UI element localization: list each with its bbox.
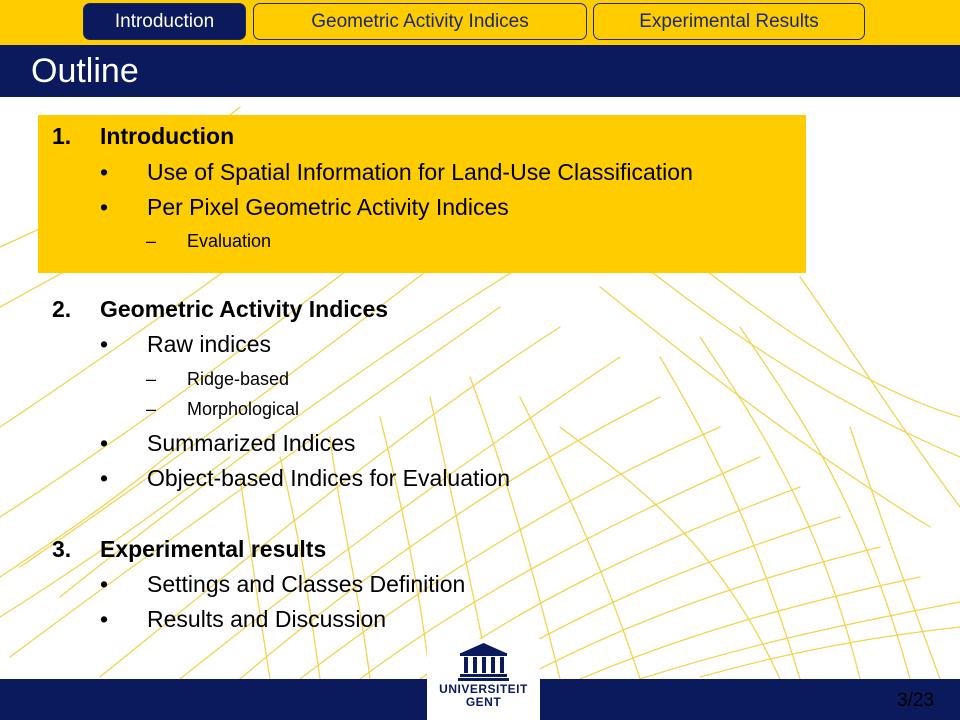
section-number: 1. — [52, 123, 72, 149]
bullet-text: Object-based Indices for Evaluation — [147, 465, 511, 491]
bullet-text: Raw indices — [147, 331, 271, 357]
university-logo — [427, 639, 540, 720]
bullet-mark: • — [100, 430, 109, 456]
subitem-text: Ridge-based — [187, 369, 290, 389]
tab-geometric-activity-indices[interactable]: Geometric Activity Indices — [253, 3, 587, 40]
section-title: Introduction — [100, 123, 235, 149]
university-building-icon — [427, 639, 540, 683]
bullet-text: Summarized Indices — [147, 430, 356, 456]
dash-mark: – — [146, 369, 157, 389]
logo-wordmark — [427, 683, 540, 709]
bullet-mark: • — [100, 331, 109, 357]
bullet-mark: • — [100, 194, 109, 220]
logo-line-2: GENT — [465, 695, 502, 709]
bullet-text: Results and Discussion — [147, 606, 387, 632]
bullet-mark: • — [100, 571, 109, 597]
dash-mark: – — [146, 231, 157, 251]
section-title: Geometric Activity Indices — [100, 296, 389, 322]
bullet-mark: • — [100, 159, 109, 185]
section-number: 3. — [52, 536, 72, 562]
tab-experimental-results[interactable]: Experimental Results — [593, 3, 865, 40]
bullet-text: Use of Spatial Information for Land-Use Classification — [147, 159, 693, 185]
bullet-mark: • — [100, 465, 109, 491]
bullet-mark: • — [100, 606, 109, 632]
subitem-text: Morphological — [187, 399, 300, 419]
bullet-text: Settings and Classes Definition — [147, 571, 466, 597]
slide-title: Outline — [31, 52, 139, 90]
section-title: Experimental results — [100, 536, 327, 562]
subitem-text: Evaluation — [187, 231, 272, 251]
tab-introduction[interactable]: Introduction — [83, 3, 246, 40]
bullet-text: Per Pixel Geometric Activity Indices — [147, 194, 509, 220]
dash-mark: – — [146, 399, 157, 419]
top-navigation-bar — [0, 0, 960, 45]
section-number: 2. — [52, 296, 72, 322]
logo-line-1: UNIVERSITEIT — [439, 682, 528, 696]
page-number: 3/23 — [897, 690, 934, 711]
title-bar — [0, 45, 960, 97]
